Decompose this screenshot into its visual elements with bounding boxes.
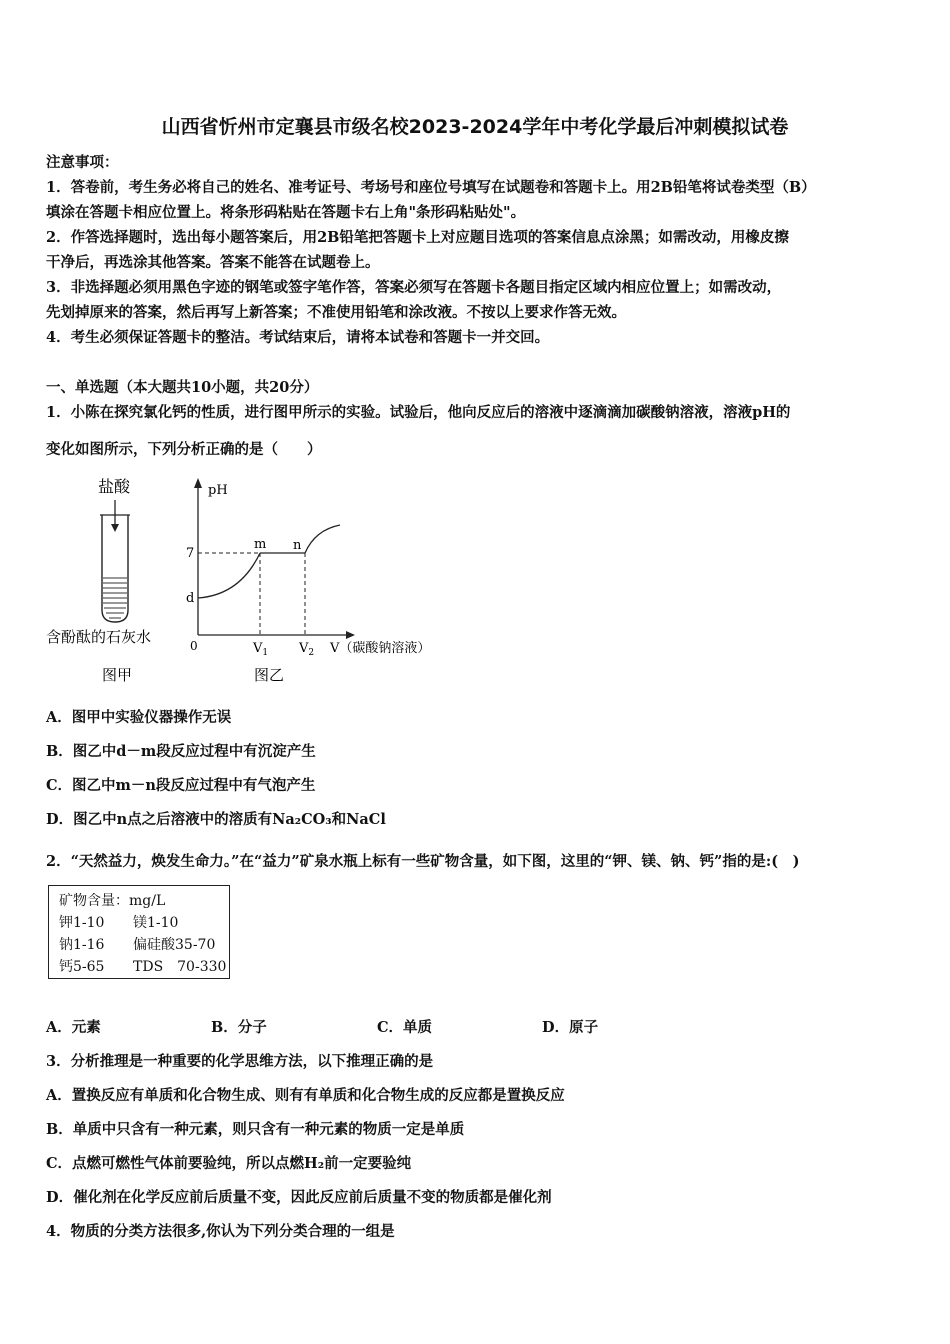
mineral-na: 钠1-16	[59, 937, 105, 953]
q3-option-d: D．催化剂在化学反应前后质量不变，因此反应前后质量不变的物质都是催化剂	[46, 1189, 552, 1206]
point-m-label: m	[254, 537, 267, 552]
mineral-header: 矿物含量：mg/L	[59, 893, 166, 909]
q2-option-b: B．分子	[211, 1019, 267, 1036]
tube-label: 含酚酞的石灰水	[46, 628, 152, 646]
mineral-k: 钾1-10	[59, 915, 105, 931]
page-title: 山西省忻州市定襄县市级名校2023-2024学年中考化学最后冲刺模拟试卷	[161, 116, 789, 138]
q3-option-c: C．点燃可燃性气体前要验纯，所以点燃H₂前一定要验纯	[46, 1155, 412, 1172]
q1-stem: 变化如图所示，下列分析正确的是（ ）	[46, 441, 322, 458]
q3-option-b: B．单质中只含有一种元素，则只含有一种元素的物质一定是单质	[46, 1121, 465, 1138]
notice-line: 1．答卷前，考生务必将自己的姓名、准考证号、考场号和座位号填写在试题卷和答题卡上。用2B铅笔将试卷类型（B）	[46, 179, 816, 196]
v1-label: $V_1$	[253, 641, 269, 658]
figure-a-caption: 图甲	[102, 666, 133, 684]
q1-option-d: D．图乙中n点之后溶液中的溶质有Na₂CO₃和NaCl	[46, 811, 386, 828]
notice-heading: 注意事项：	[46, 154, 119, 171]
notice-line: 2．作答选择题时，选出每小题答案后，用2B铅笔把答题卡上对应题目选项的答案信息点涂黑；如需改动，用橡皮擦	[46, 229, 789, 246]
point-d-label: d	[186, 591, 195, 606]
liquid	[103, 578, 127, 618]
mineral-label-box	[48, 885, 230, 979]
q2-stem: 2．“天然益力，焕发生命力。”在“益力”矿泉水瓶上标有一些矿物含量，如下图，这里的“钾、镁、钠、钙”指的是:( )	[46, 853, 800, 870]
acid-label: 盐酸	[98, 477, 131, 496]
q1-option-c: C．图乙中m－n段反应过程中有气泡产生	[46, 777, 316, 794]
x-axis-label: V（碳酸钠溶液）	[330, 641, 431, 656]
q3-stem: 3．分析推理是一种重要的化学思维方法，以下推理正确的是	[46, 1053, 434, 1070]
figure-b-caption: 图乙	[254, 666, 285, 684]
q1-option-b: B．图乙中d－m段反应过程中有沉淀产生	[46, 743, 316, 760]
q4-stem: 4．物质的分类方法很多,你认为下列分类合理的一组是	[46, 1223, 395, 1240]
mineral-ca: 钙5-65	[59, 959, 105, 975]
notice-line: 干净后，再选涂其他答案。答案不能答在试题卷上。	[46, 254, 380, 271]
q2-option-d: D．原子	[542, 1019, 599, 1036]
mineral-tds: TDS 70-330	[133, 959, 227, 975]
q1-stem: 1．小陈在探究氯化钙的性质，进行图甲所示的实验。试验后，他向反应后的溶液中逐滴滴加碳酸钠溶液，溶液pH的	[46, 404, 791, 421]
q2-option-a: A．元素	[46, 1019, 101, 1036]
notice-line: 先划掉原来的答案，然后再写上新答案；不准使用铅笔和涂改液。不按以上要求作答无效。	[46, 304, 626, 321]
q2-option-c: C．单质	[377, 1019, 433, 1036]
tick-7: 7	[186, 546, 195, 561]
x-axis-arrow	[346, 631, 355, 639]
q3-option-a: A．置换反应有单质和化合物生成、则有有单质和化合物生成的反应都是置换反应	[46, 1087, 565, 1104]
curve-after-n	[305, 525, 340, 553]
mineral-mg: 镁1-10	[133, 915, 179, 931]
origin-label: 0	[190, 639, 198, 653]
notice-line: 3．非选择题必须用黑色字迹的钢笔或签字笔作答，答案必须写在答题卡各题目指定区域内相应位置上；如需改动，	[46, 279, 782, 296]
y-axis-arrow	[194, 478, 202, 488]
v2-label: $V_2$	[299, 641, 315, 658]
notice-line: 4．考生必须保证答题卡的整洁。考试结束后，请将本试卷和答题卡一并交回。	[46, 329, 550, 346]
notice-line: 填涂在答题卡相应位置上。将条形码粘贴在答题卡右上角"条形码粘贴处"。	[46, 204, 526, 221]
q1-figure	[40, 470, 480, 690]
curve-d-m	[198, 553, 260, 598]
point-n-label: n	[293, 538, 302, 553]
mineral-si: 偏硅酸35-70	[133, 937, 216, 953]
y-axis-label: pH	[208, 483, 228, 498]
q1-option-a: A．图甲中实验仪器操作无误	[46, 709, 232, 726]
section-heading: 一、单选题（本大题共10小题，共20分）	[46, 379, 319, 396]
arrow-head	[111, 524, 119, 532]
